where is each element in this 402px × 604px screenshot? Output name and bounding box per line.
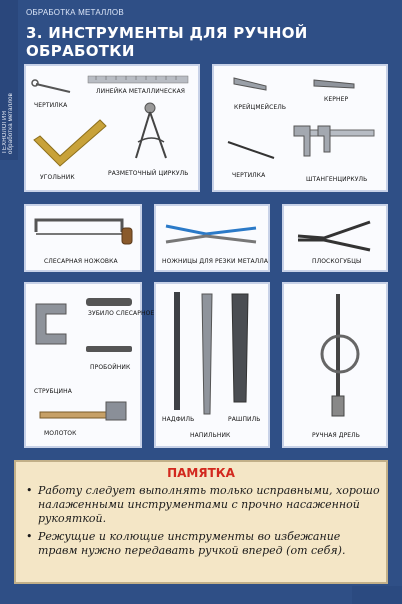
panel-measuring-tools: [212, 64, 388, 192]
panel-snips: [154, 204, 270, 272]
label-square: УГОЛЬНИК: [40, 174, 75, 181]
label-clamp: СТРУБЦИНА: [34, 388, 72, 395]
sidebar-text: [2, 4, 16, 154]
sidebar-subject: ТЕХНОЛОГИЯ: [2, 110, 8, 154]
label-ruler: ЛИНЕЙКА МЕТАЛЛИЧЕСКАЯ: [96, 88, 186, 95]
label-pliers: ПЛОСКОГУБЦЫ: [312, 258, 362, 265]
memo-item: [26, 530, 382, 558]
panel-hacksaw: [24, 204, 142, 272]
label-rasp: РАШПИЛЬ: [228, 416, 261, 423]
panel-marking-tools: [24, 64, 200, 192]
label-hacksaw: СЛЕСАРНАЯ НОЖОВКА: [44, 258, 118, 265]
label-file: НАПИЛЬНИК: [190, 432, 231, 439]
memo-title: ПАМЯТКА: [167, 466, 235, 480]
label-center-punch: КЕРНЕР: [324, 96, 349, 103]
label-hammer: МОЛОТОК: [44, 430, 77, 437]
panel-files: [154, 282, 270, 448]
panel-pliers: [282, 204, 388, 272]
memo-list: [26, 484, 382, 562]
page-title: 3. ИНСТРУМЕНТЫ ДЛЯ РУЧНОЙ ОБРАБОТКИ: [26, 24, 308, 60]
header-category: ОБРАБОТКА МЕТАЛЛОВ: [26, 8, 124, 17]
sidebar-topic: обработка металлов: [8, 92, 14, 154]
label-compass: РАЗМЕТОЧНЫЙ ЦИРКУЛЬ: [108, 170, 189, 177]
sidebar: [0, 0, 18, 160]
panel-hand-drill: [282, 282, 388, 448]
hand-drill-illustration: [284, 284, 386, 446]
panel-clamp-hammer: [24, 282, 155, 448]
label-caliper: ШТАНГЕНЦИРКУЛЬ: [306, 176, 368, 183]
label-scriber-2: ЧЕРТИЛКА: [232, 172, 266, 179]
memo-box: [14, 460, 388, 584]
memo-item: [26, 484, 382, 526]
memo-item-text: Работу следует выполнять только исправными, хорошо налаженными инструментами с прочно насаженной рукояткой.: [38, 484, 380, 525]
label-scriber: ЧЕРТИЛКА: [34, 102, 68, 109]
corner-decoration: [352, 586, 402, 604]
memo-bullet: •: [26, 484, 33, 497]
label-drift: ПРОБОЙНИК: [90, 364, 131, 371]
label-needle-file: НАДФИЛЬ: [162, 416, 195, 423]
label-cross-chisel: КРЕЙЦМЕЙСЕЛЬ: [234, 104, 287, 111]
label-snips: НОЖНИЦЫ ДЛЯ РЕЗКИ МЕТАЛЛА: [162, 258, 269, 265]
label-hand-drill: РУЧНАЯ ДРЕЛЬ: [312, 432, 361, 439]
label-bench-chisel: ЗУБИЛО СЛЕСАРНОЕ: [88, 310, 155, 317]
memo-bullet: •: [26, 530, 33, 543]
memo-item-text: Режущие и колющие инструменты во избежание травм нужно передавать ручкой вперед (от себя).: [38, 530, 346, 557]
